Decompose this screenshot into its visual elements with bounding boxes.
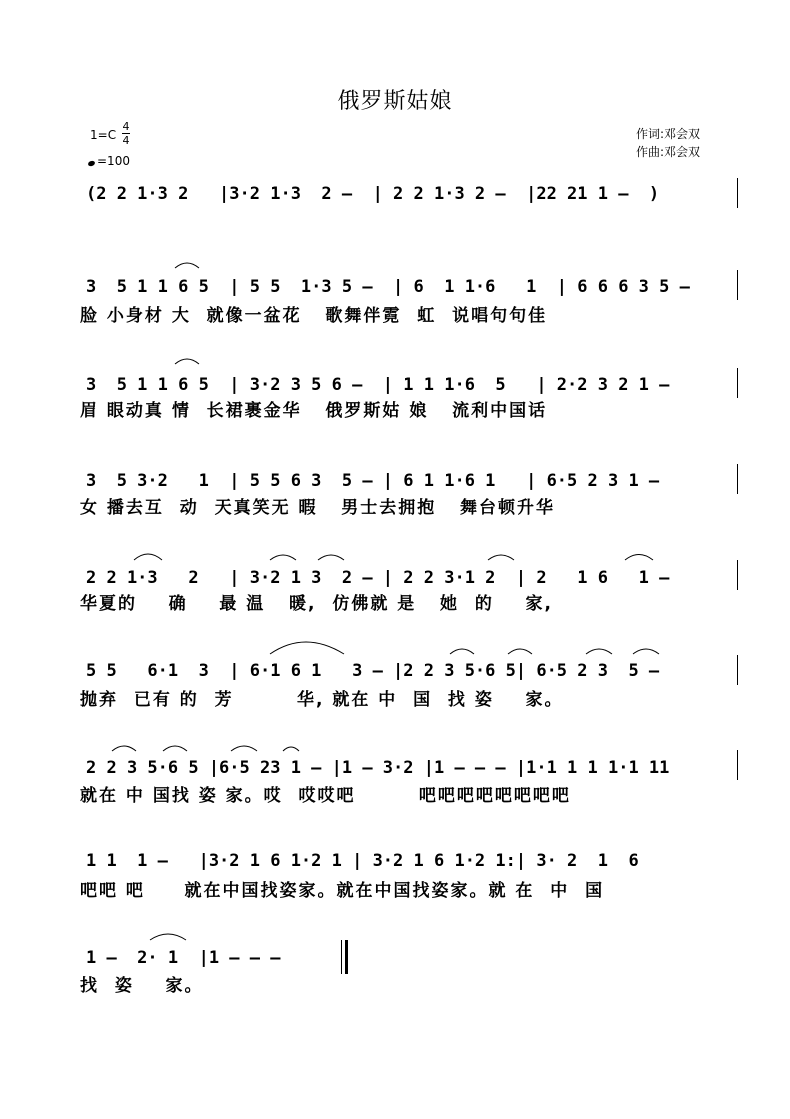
barline: [737, 655, 738, 685]
barline: [737, 464, 738, 494]
lyric-line-2: 脸 小身材 大 就像一盆花 歌舞伴霓 虹 说唱句句佳: [80, 306, 548, 326]
notation-line-5: 2 2 1·3 2 | 3·2 1 3 2 – | 2 2 3·1 2 | 2 1 6 1 –: [86, 568, 670, 588]
song-title: 俄罗斯姑娘: [337, 89, 453, 114]
notation-line-6: 5 5 6·1 3 | 6·1 6 1 3 – |2 2 3 5·6 5| 6·5 2 3 5 –: [86, 661, 660, 681]
barline: [737, 750, 738, 780]
lyric-line-3: 眉 眼动真 情 长裙裹金华 俄罗斯姑 娘 流利中国话: [80, 401, 548, 421]
tempo-marking: [88, 154, 130, 168]
notation-line-4: 3 5 3·2 1 | 5 5 6 3 5 – | 6 1 1·6 1 | 6·5 2 3 1 –: [86, 471, 660, 491]
notation-line-2: 3 5 1 1 6 5 | 5 5 1·3 5 – | 6 1 1·6 1 | 6 6 6 3 5 –: [86, 277, 690, 297]
final-barline-thick: [345, 940, 348, 974]
tempo-value: =100: [97, 154, 130, 168]
time-signature-bottom: 4: [122, 134, 130, 147]
time-signature-top: 4: [122, 120, 130, 133]
time-signature: [122, 120, 130, 147]
notation-line-1: (2 2 1·3 2 |3·2 1·3 2 – | 2 2 1·3 2 – |22 21 1 – ): [86, 184, 660, 204]
notation-line-9: 1 – 2· 1 |1 – – –: [86, 948, 281, 968]
lyric-line-8: 吧吧 吧 就在中国找姿家。就在中国找姿家。就 在 中 国: [80, 881, 605, 901]
barline: [737, 270, 738, 300]
key-signature: 1=C: [90, 128, 117, 142]
barline: [737, 560, 738, 590]
lyricist-credit: 作词:邓会双: [636, 127, 701, 141]
lyric-line-9: 找 姿 家。: [80, 976, 204, 996]
notation-line-3: 3 5 1 1 6 5 | 3·2 3 5 6 – | 1 1 1·6 5 | 2·2 3 2 1 –: [86, 375, 670, 395]
lyric-line-4: 女 播去互 动 天真笑无 暇 男士去拥抱 舞台顿升华: [80, 498, 556, 518]
lyric-line-7: 就在 中 国找 姿 家。哎 哎哎吧 吧吧吧吧吧吧吧吧: [80, 786, 571, 806]
barline: [737, 178, 738, 208]
lyric-line-5: 华夏的 确 最 温 暖, 仿佛就 是 她 的 家,: [80, 594, 553, 614]
quarter-note-icon: [87, 160, 95, 167]
final-barline-thin: [341, 940, 342, 974]
composer-credit: 作曲:邓会双: [636, 145, 701, 159]
notation-line-7: 2 2 3 5·6 5 |6·5 23 1 – |1 – 3·2 |1 – – – |1·1 1 1 1·1 11: [86, 758, 670, 778]
lyric-line-6: 抛弃 已有 的 芳 华, 就在 中 国 找 姿 家。: [80, 690, 564, 710]
barline: [737, 368, 738, 398]
notation-line-8: 1 1 1 – |3·2 1 6 1·2 1 | 3·2 1 6 1·2 1:| 3· 2 1 6: [86, 851, 639, 871]
